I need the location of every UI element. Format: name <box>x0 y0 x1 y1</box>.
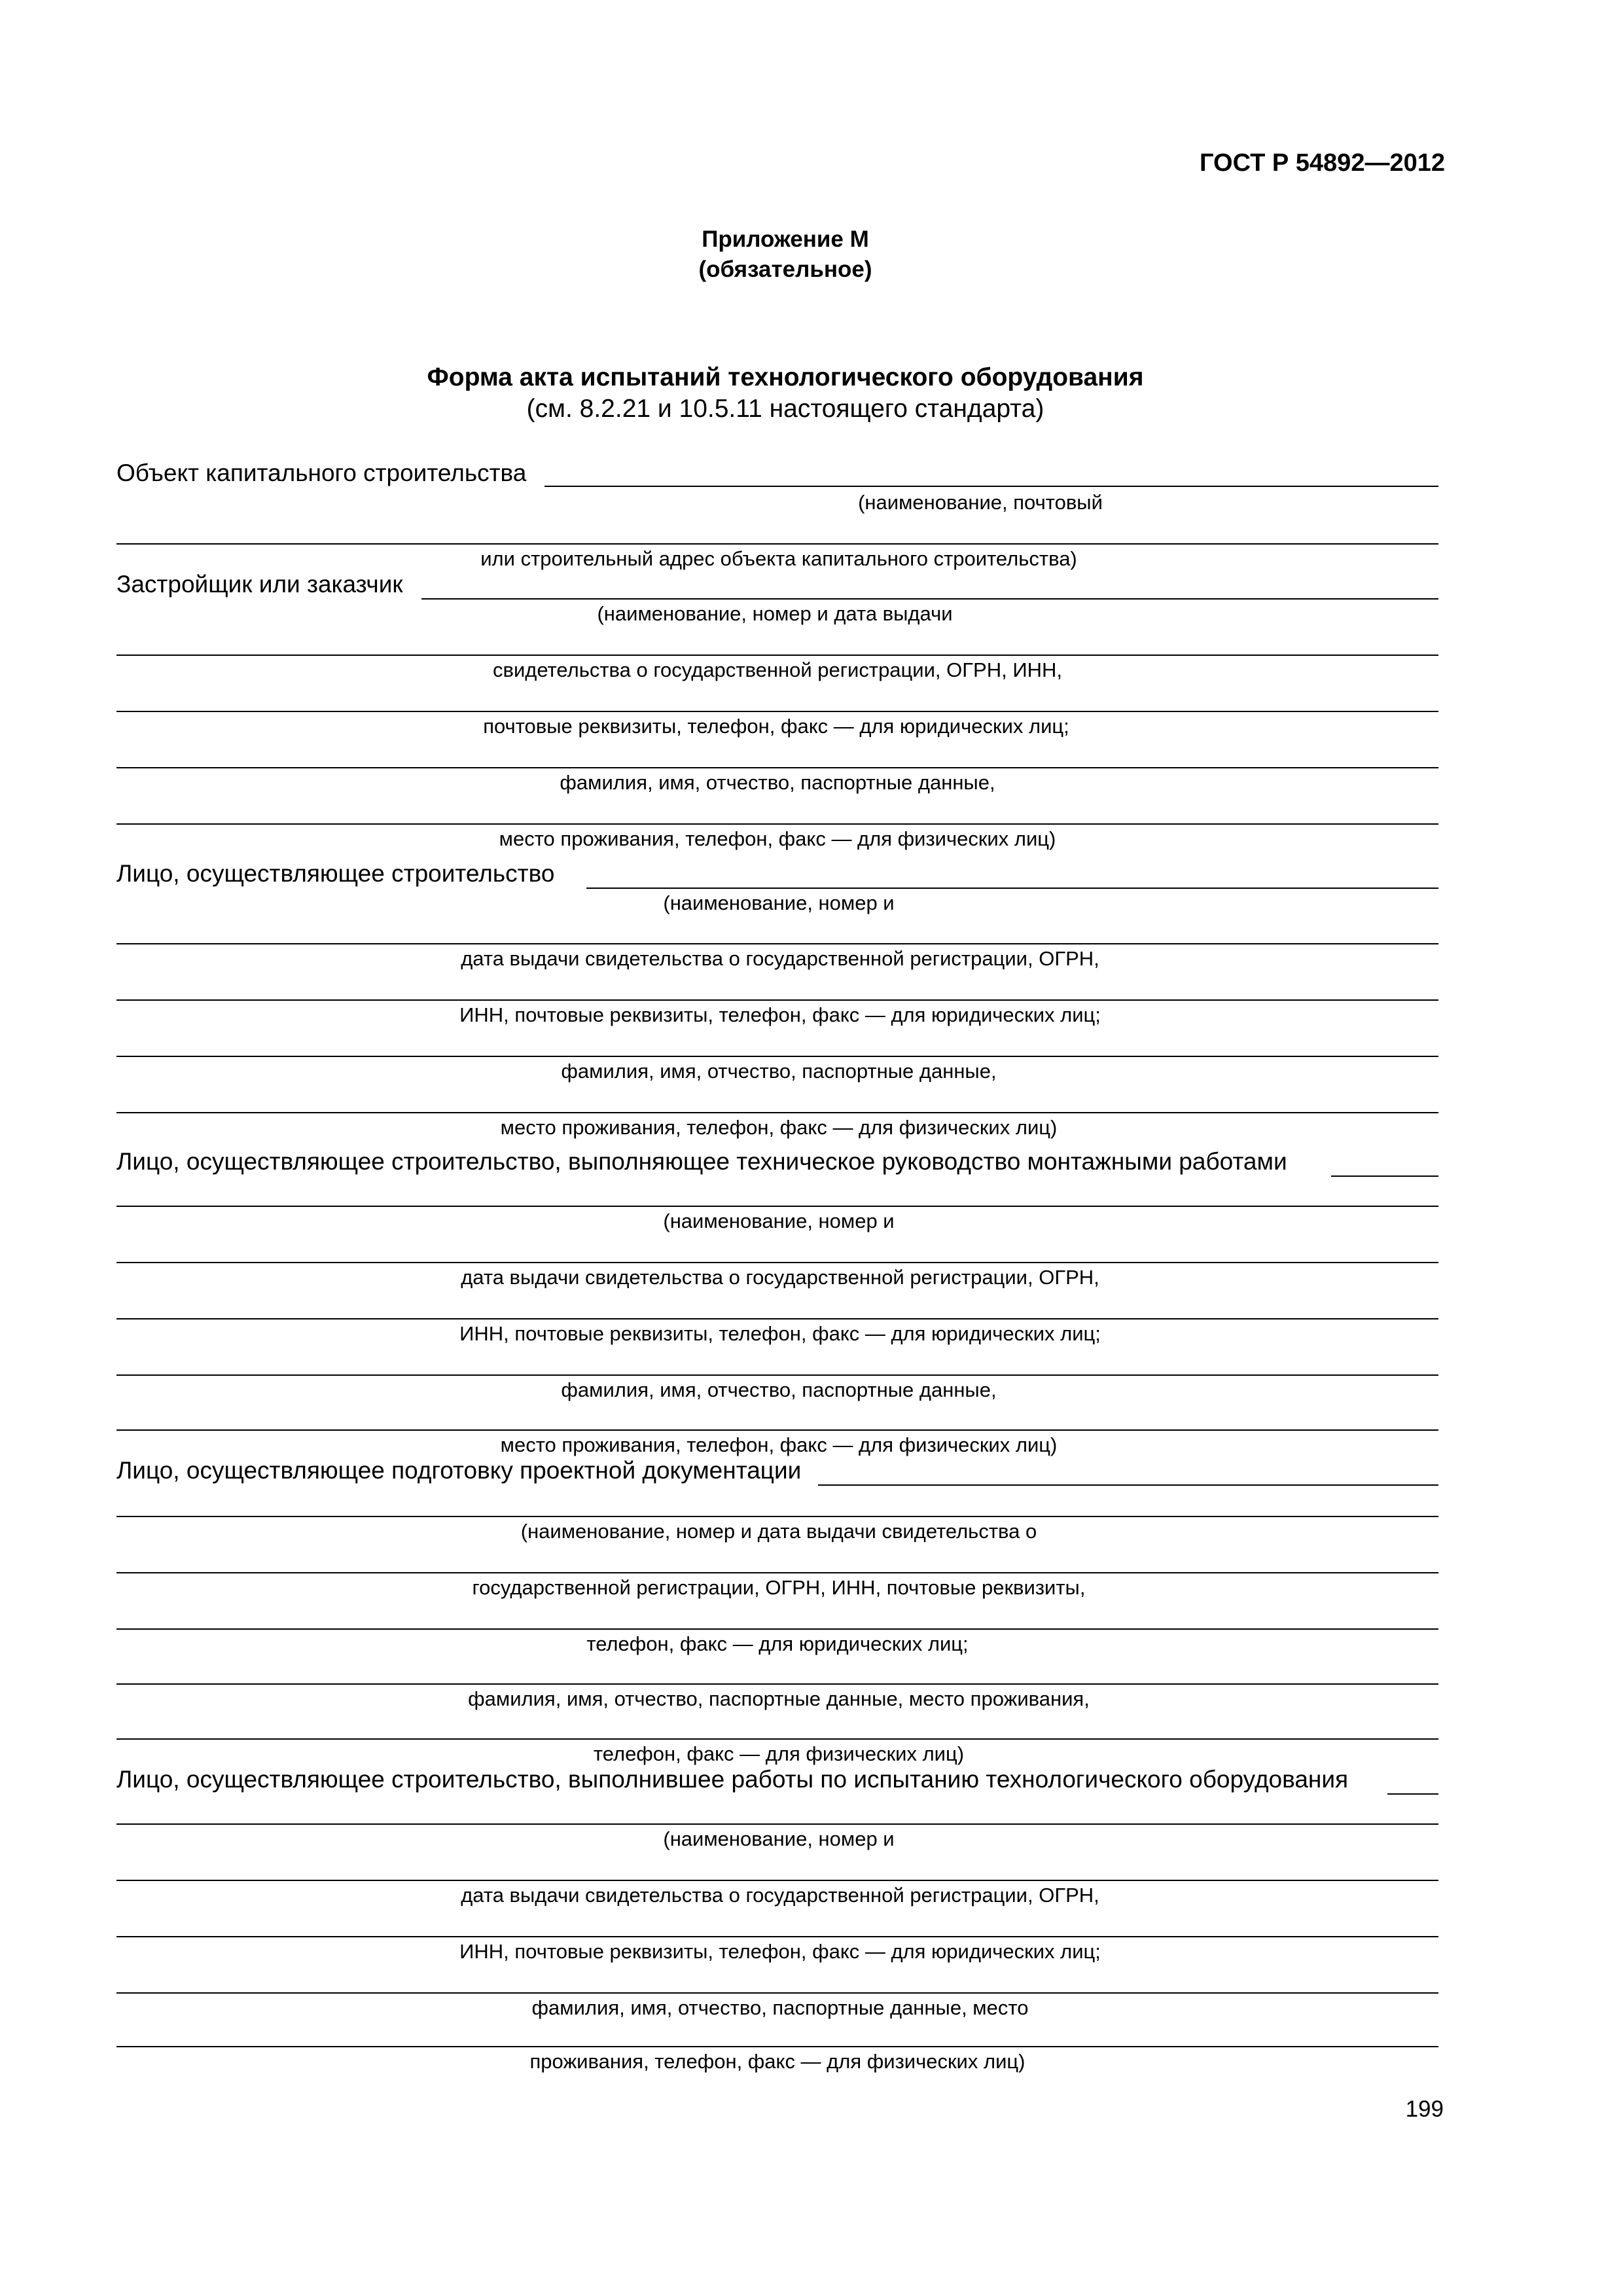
tester-label: Лицо, осуществляющее строительство, выполнившее работы по испытанию технологического оборудования <box>116 1766 1349 1793</box>
developer-input-line[interactable] <box>421 598 1438 600</box>
field-caption: почтовые реквизиты, телефон, факс — для юридических лиц; <box>483 715 1069 738</box>
developer-input-line[interactable] <box>116 823 1438 825</box>
designer-input-line[interactable] <box>116 1738 1438 1740</box>
appendix-title: Приложение М <box>702 226 869 252</box>
developer-label: Застройщик или заказчик <box>116 571 403 598</box>
field-caption: фамилия, имя, отчество, паспортные данные, <box>560 771 995 794</box>
designer-input-line[interactable] <box>116 1516 1438 1517</box>
supervisor-input-line[interactable] <box>116 1262 1438 1263</box>
supervisor-input-line[interactable] <box>116 1318 1438 1319</box>
supervisor-input-line[interactable] <box>116 1374 1438 1376</box>
object-label: Объект капитального строительства <box>116 459 527 486</box>
field-caption: место проживания, телефон, факс — для физических лиц) <box>499 827 1056 850</box>
page-number: 199 <box>1405 2096 1444 2122</box>
designer-label: Лицо, осуществляющее подготовку проектной документации <box>116 1457 802 1484</box>
field-caption: (наименование, номер и <box>663 1210 895 1232</box>
tester-input-line[interactable] <box>116 1880 1438 1881</box>
field-caption: телефон, факс — для юридических лиц; <box>586 1632 969 1655</box>
supervisor-input-line[interactable] <box>116 1429 1438 1431</box>
field-caption: свидетельства о государственной регистрации, ОГРН, ИНН, <box>492 658 1063 681</box>
designer-input-line[interactable] <box>116 1683 1438 1685</box>
builder-input-line[interactable] <box>116 999 1438 1001</box>
field-caption: телефон, факс — для физических лиц) <box>593 1742 965 1765</box>
field-caption: (наименование, почтовый <box>858 491 1103 514</box>
form-title: Форма акта испытаний технологического оборудования <box>427 363 1144 391</box>
field-caption: место проживания, телефон, факс — для физических лиц) <box>500 1433 1058 1456</box>
developer-input-line[interactable] <box>116 711 1438 712</box>
supervisor-label: Лицо, осуществляющее строительство, выполняющее техническое руководство монтажными работами <box>116 1148 1287 1175</box>
object-input-line[interactable] <box>116 543 1438 545</box>
standard-number: ГОСТ Р 54892—2012 <box>1200 149 1445 177</box>
field-caption: (наименование, номер и <box>663 1827 895 1850</box>
builder-input-line[interactable] <box>586 888 1438 889</box>
field-caption: (наименование, номер и дата выдачи свидетельства о <box>520 1520 1037 1543</box>
field-caption: проживания, телефон, факс — для физических лиц) <box>529 2050 1026 2073</box>
builder-input-line[interactable] <box>116 1112 1438 1113</box>
field-caption: ИНН, почтовые реквизиты, телефон, факс — для юридических лиц; <box>459 1322 1101 1345</box>
object-input-line[interactable] <box>544 486 1438 487</box>
field-caption: (наименование, номер и <box>663 891 895 914</box>
field-caption: фамилия, имя, отчество, паспортные данные, место <box>531 1996 1029 2019</box>
tester-input-line[interactable] <box>116 1936 1438 1937</box>
tester-input-line[interactable] <box>116 2046 1438 2047</box>
field-caption: фамилия, имя, отчество, паспортные данные, <box>561 1060 997 1083</box>
field-caption: ИНН, почтовые реквизиты, телефон, факс — для юридических лиц; <box>459 1003 1101 1026</box>
field-caption: (наименование, номер и дата выдачи <box>597 602 953 625</box>
developer-input-line[interactable] <box>116 655 1438 656</box>
tester-input-line[interactable] <box>116 1823 1438 1825</box>
builder-input-line[interactable] <box>116 1056 1438 1057</box>
field-caption: фамилия, имя, отчество, паспортные данные, место проживания, <box>468 1687 1090 1710</box>
field-caption: государственной регистрации, ОГРН, ИНН, почтовые реквизиты, <box>472 1576 1086 1599</box>
builder-label: Лицо, осуществляющее строительство <box>116 860 555 887</box>
supervisor-input-line[interactable] <box>116 1206 1438 1207</box>
field-caption: фамилия, имя, отчество, паспортные данные, <box>561 1378 997 1401</box>
designer-input-line[interactable] <box>818 1484 1438 1486</box>
appendix-note: (обязательное) <box>698 257 872 282</box>
designer-input-line[interactable] <box>116 1628 1438 1630</box>
designer-input-line[interactable] <box>116 1572 1438 1573</box>
builder-input-line[interactable] <box>116 943 1438 944</box>
field-caption: ИНН, почтовые реквизиты, телефон, факс — для юридических лиц; <box>459 1940 1101 1963</box>
field-caption: дата выдачи свидетельства о государственной регистрации, ОГРН, <box>461 947 1099 970</box>
field-caption: дата выдачи свидетельства о государственной регистрации, ОГРН, <box>461 1266 1099 1289</box>
developer-input-line[interactable] <box>116 767 1438 768</box>
tester-input-line[interactable] <box>1387 1793 1438 1795</box>
field-caption: место проживания, телефон, факс — для физических лиц) <box>500 1116 1058 1139</box>
supervisor-input-line[interactable] <box>1331 1175 1438 1177</box>
field-caption: дата выдачи свидетельства о государственной регистрации, ОГРН, <box>461 1884 1099 1907</box>
tester-input-line[interactable] <box>116 1992 1438 1994</box>
form-subtitle: (см. 8.2.21 и 10.5.11 настоящего стандарта) <box>526 395 1044 423</box>
field-caption: или строительный адрес объекта капитального строительства) <box>480 547 1077 570</box>
